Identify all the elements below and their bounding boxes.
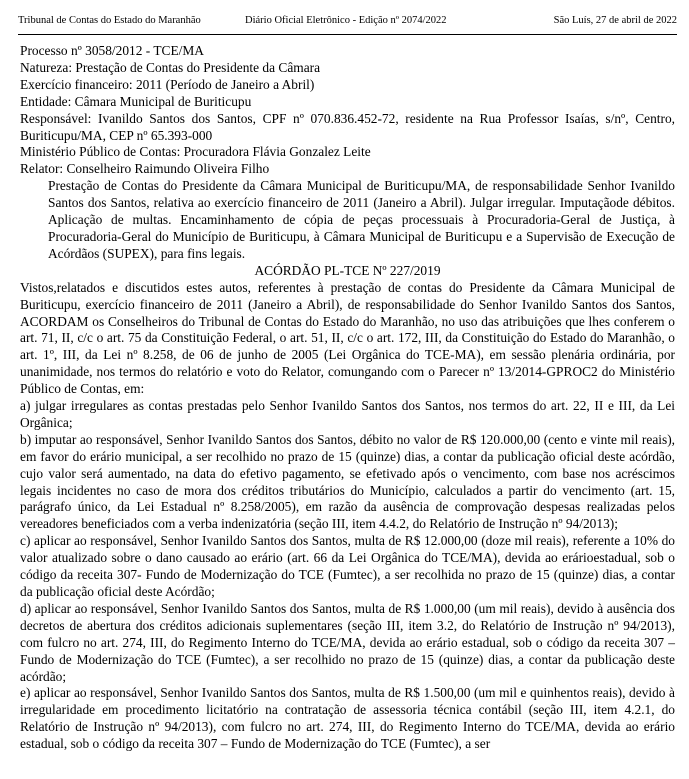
header-edition: Diário Oficial Eletrônico - Edição nº 2074/2022: [245, 15, 447, 26]
nature: Natureza: Prestação de Contas do Presidente da Câmara: [20, 59, 321, 75]
entity: Entidade: Câmara Municipal de Buriticupu: [20, 93, 252, 109]
item-b: b) imputar ao responsável, Senhor Ivanildo Santos dos Santos, débito no valor de R$ 120.000,00 (cento e vinte mil reais), em favor do erário municipal, a ser recolhido no prazo de 15 (quinze) dias, a contar da publicação oficial deste acórdão, cujo valor será aumentado, na data do efetivo pagamento, se efetivado após o vencimento, com base nos acréscimos legais incidentes no caso de mora dos créditos tributários do Município, calculados a partir do vencimento (art. 15, parágrafo único, da Lei Estadual nº 8.258/2005), em razão da ausência de comprovação despesas realizadas pelos vereadores beneficiados com a verba indenizatória (seção III, item 4.4.2, do Relatório de Instrução nº 94/2013);: [20, 431, 675, 532]
header-publisher: Tribunal de Contas do Estado do Maranhão: [18, 15, 201, 26]
header-divider: [18, 34, 677, 35]
item-e: e) aplicar ao responsável, Senhor Ivanildo Santos dos Santos, multa de R$ 1.500,00 (um mil e quinhentos reais), devido à irregularidade em procedimento licitatório na contratação de assessoria técnica contábil (seção III, item 4.2.1, do Relatório de Instrução nº 94/2013), com fulcro no art. 274, III, do Regimento Interno do TCE/MA, devida ao erário estadual, sob o código da receita 307 – Fundo de Modernização do TCE (Fumtec), a ser: [20, 685, 675, 752]
responsible: Responsável: Ivanildo Santos dos Santos, CPF nº 070.836.452-72, residente na Rua Professor Isaías, s/nº, Centro, Buriticupu/MA, CEP nº 65.393-000: [20, 110, 675, 143]
public-ministry: Ministério Público de Contas: Procuradora Flávia Gonzalez Leite: [20, 144, 371, 160]
header-date: São Luís, 27 de abril de 2022: [553, 15, 677, 26]
fiscal-year: Exercício financeiro: 2011 (Período de Janeiro a Abril): [20, 76, 315, 92]
intro-paragraph: Vistos,relatados e discutidos estes autos, referentes à prestação de contas do Presidente da Câmara Municipal de Buriticupu, exercício financeiro de 2011 (Janeiro a Abril), de responsabilidade do Senhor Ivanildo Santos dos Santos, ACORDAM os Conselheiros do Tribunal de Contas do Estado do Maranhão, no uso das atribuições que lhes conferem o art. 71, II, c/c o art. 75 da Constituição Federal, o art. 51, II, c/c o art. 172, III, da Constituição do Estado do Maranhão, o art. 1º, III, da Lei nº 8.258, de 06 de junho de 2005 (Lei Orgânica do TCE-MA), em sessão plenária ordinária, por unanimidade, nos termos do relatório e voto do Relator, comungando com o Parecer nº 13/2014-GPROC2 do Ministério Público de Contas, em:: [20, 279, 675, 397]
acordao-title: ACÓRDÃO PL-TCE Nº 227/2019: [254, 262, 441, 278]
process-number: Processo nº 3058/2012 - TCE/MA: [20, 43, 204, 58]
item-a: a) julgar irregulares as contas prestadas pelo Senhor Ivanildo Santos dos Santos, nos termos do art. 22, II e III, da Lei Orgânica;: [20, 398, 675, 430]
rapporteur: Relator: Conselheiro Raimundo Oliveira Filho: [20, 161, 270, 177]
page-header: [0, 14, 689, 30]
summary-ementa: Prestação de Contas do Presidente da Câmara Municipal de Buriticupu/MA, de responsabilidade Senhor Ivanildo Santos dos Santos, relativa ao exercício financeiro de 2011 (Janeiro a Abril). Julgar irregular. Imputaçãode débitos. Aplicação de multas. Encaminhamento de cópia de peças processuais à Procuradoria-Geral de Justiça, à Procuradoria-Geral do Município de Buriticupu, à Câmara Municipal de Buriticupu e a Supervisão de Execução de Acórdãos (SUPEX), para fins legais.: [48, 178, 675, 261]
item-c: c) aplicar ao responsável, Senhor Ivanildo Santos dos Santos, multa de R$ 12.000,00 (doze mil reais), referente a 10% do valor atualizado sobre o dano causado ao erário (art. 66 da Lei Orgânica do TCE/MA), devida ao erárioestadual, sob o código da receita 307- Fundo de Modernização do TCE (Fumtec), a ser recolhida no prazo de 15 (quinze) dias, a contar da publicação oficial deste Acórdão;: [20, 533, 675, 599]
document-body: [20, 43, 675, 753]
item-d: d) aplicar ao responsável, Senhor Ivanildo Santos dos Santos, multa de R$ 1.000,00 (um mil reais), devido à ausência dos decretos de abertura dos créditos adicionais suplementares (seção III, item 3.2, do Relatório de Instrução nº 94/2013), com fulcro no art. 274, III, do Regimento Interno do TCE/MA, devida ao erário estadual, sob o código da receita 307 – Fundo de Modernização do TCE (Fumtec), a ser recolhido no prazo de 15 (quinze) dias, a contar da publicação deste acórdão;: [20, 600, 675, 684]
